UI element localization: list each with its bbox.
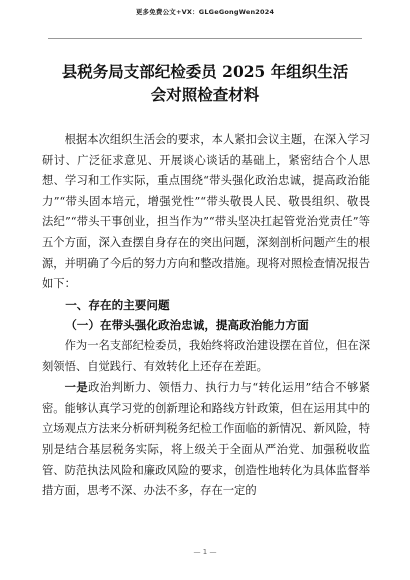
- body-paragraph-1: 作为一名支部纪检委员，我始终将政治建设摆在首位，但在深刻领悟、自觉践行、有效转化上还存在差距。: [42, 338, 370, 373]
- paragraph-text: 政治判断力、领悟力、执行力与“转化运用”结合不够紧密。能够认真学习党的创新理论和路线方针政策，但在运用其中的立场观点方法来分析研判税务纪检工作面临的新情况、新风险，特别是结合基层税务实际，将上级关于全面从严治党、加强税收监管、防范执法风险和廉政风险的要求，创造性地转化为具体监督举措方面，思考不深、办法不多，存在一定的: [42, 381, 370, 498]
- subsection-heading: （一）在带头强化政治忠诚，提高政治能力方面: [65, 318, 309, 333]
- page-header: [0, 0, 410, 44]
- body-paragraph-2: [42, 377, 370, 502]
- title-line-1: 县税务局支部纪检委员 2025 年组织生活: [61, 62, 349, 81]
- paragraph-lead: 一是: [64, 380, 89, 395]
- document-body: [42, 130, 370, 502]
- title-line-2: 会对照检查材料: [150, 85, 260, 104]
- section-heading: 一、存在的主要问题: [65, 297, 170, 312]
- header-watermark-text: 更多免费公文+VX：GLGeGongWen2024: [135, 8, 275, 16]
- header-divider: [48, 38, 362, 39]
- document-title: [40, 60, 370, 106]
- page-number: — 1 —: [193, 548, 217, 556]
- intro-paragraph: 根据本次组织生活会的要求，本人紧扣会议主题，在深入学习研讨、广泛征求意见、开展谈心谈话的基础上，紧密结合个人思想、学习和工作实际，重点围绕“带头强化政治忠诚，提高政治能力”“带头固本培元，增强党性”“带头敬畏人民、敬畏组织、敬畏法纪”“带头干事创业，担当作为”“带头坚决扛起管党治党责任”等五个方面，深入查摆自身存在的突出问题，深刻剖析问题产生的根源，并明确了今后的努力方向和整改措施。现将对照检查情况报告如下：: [42, 133, 370, 291]
